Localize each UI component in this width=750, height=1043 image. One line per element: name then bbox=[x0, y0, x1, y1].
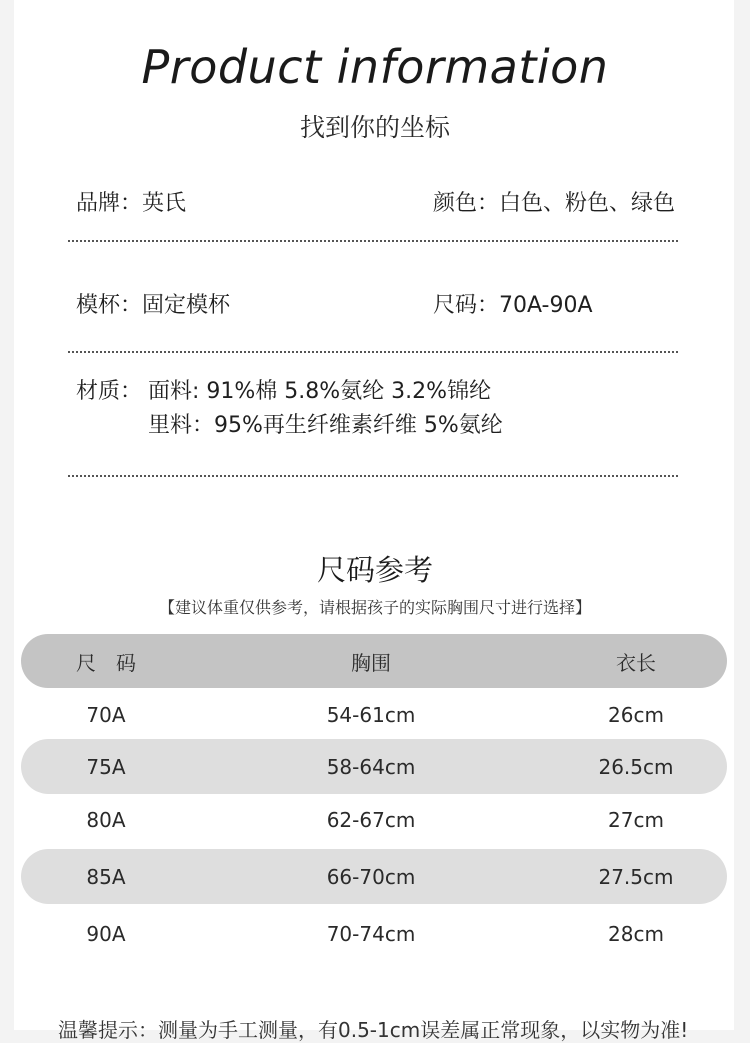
size-table-header bbox=[21, 634, 727, 688]
row-length: 27.5cm bbox=[598, 864, 674, 889]
row-size: 85A bbox=[86, 864, 126, 889]
row-length: 26cm bbox=[608, 703, 664, 727]
color-info: 颜色：白色、粉色、绿色 bbox=[433, 191, 676, 216]
row-size: 75A bbox=[86, 754, 126, 779]
size-reference-title: 尺码参考 bbox=[316, 553, 433, 587]
row-chest: 58-64cm bbox=[326, 754, 416, 779]
row-size: 80A bbox=[86, 808, 126, 832]
footer-tip: 温馨提示：测量为手工测量，有0.5-1cm误差属正常现象，以实物为准! bbox=[58, 1018, 689, 1042]
header-size: 尺 码 bbox=[76, 650, 136, 675]
row-chest: 62-67cm bbox=[326, 808, 416, 832]
material-lining: 里料：95%再生纤维素纤维 5%氨纶 bbox=[148, 413, 503, 438]
material-outer: 面料: 91%棉 5.8%氨纶 3.2%锦纶 bbox=[148, 379, 492, 404]
row-size: 90A bbox=[86, 922, 126, 946]
brand-info: 品牌：英氏 bbox=[76, 191, 187, 216]
table-row bbox=[21, 688, 727, 742]
row-length: 27cm bbox=[608, 808, 664, 832]
table-row bbox=[21, 793, 727, 847]
size-info: 尺码：70A-90A bbox=[433, 293, 593, 318]
page-title: Product information bbox=[141, 40, 609, 94]
header-chest: 胸围 bbox=[351, 650, 391, 675]
header-length: 衣长 bbox=[616, 650, 656, 675]
divider bbox=[68, 351, 678, 353]
row-size: 70A bbox=[86, 703, 126, 727]
divider bbox=[68, 475, 678, 477]
row-length: 26.5cm bbox=[598, 754, 674, 779]
page-subtitle: 找到你的坐标 bbox=[299, 113, 450, 142]
row-chest: 70-74cm bbox=[326, 922, 416, 946]
row-chest: 54-61cm bbox=[326, 703, 416, 727]
table-row bbox=[21, 907, 727, 961]
table-row bbox=[21, 849, 727, 904]
size-reference-note: 【建议体重仅供参考，请根据孩子的实际胸围尺寸进行选择】 bbox=[158, 598, 591, 617]
table-row bbox=[21, 739, 727, 794]
material-label: 材质： bbox=[76, 379, 143, 404]
divider bbox=[68, 240, 678, 242]
row-length: 28cm bbox=[608, 922, 664, 946]
row-chest: 66-70cm bbox=[326, 864, 416, 889]
cup-info: 模杯：固定模杯 bbox=[76, 293, 231, 318]
